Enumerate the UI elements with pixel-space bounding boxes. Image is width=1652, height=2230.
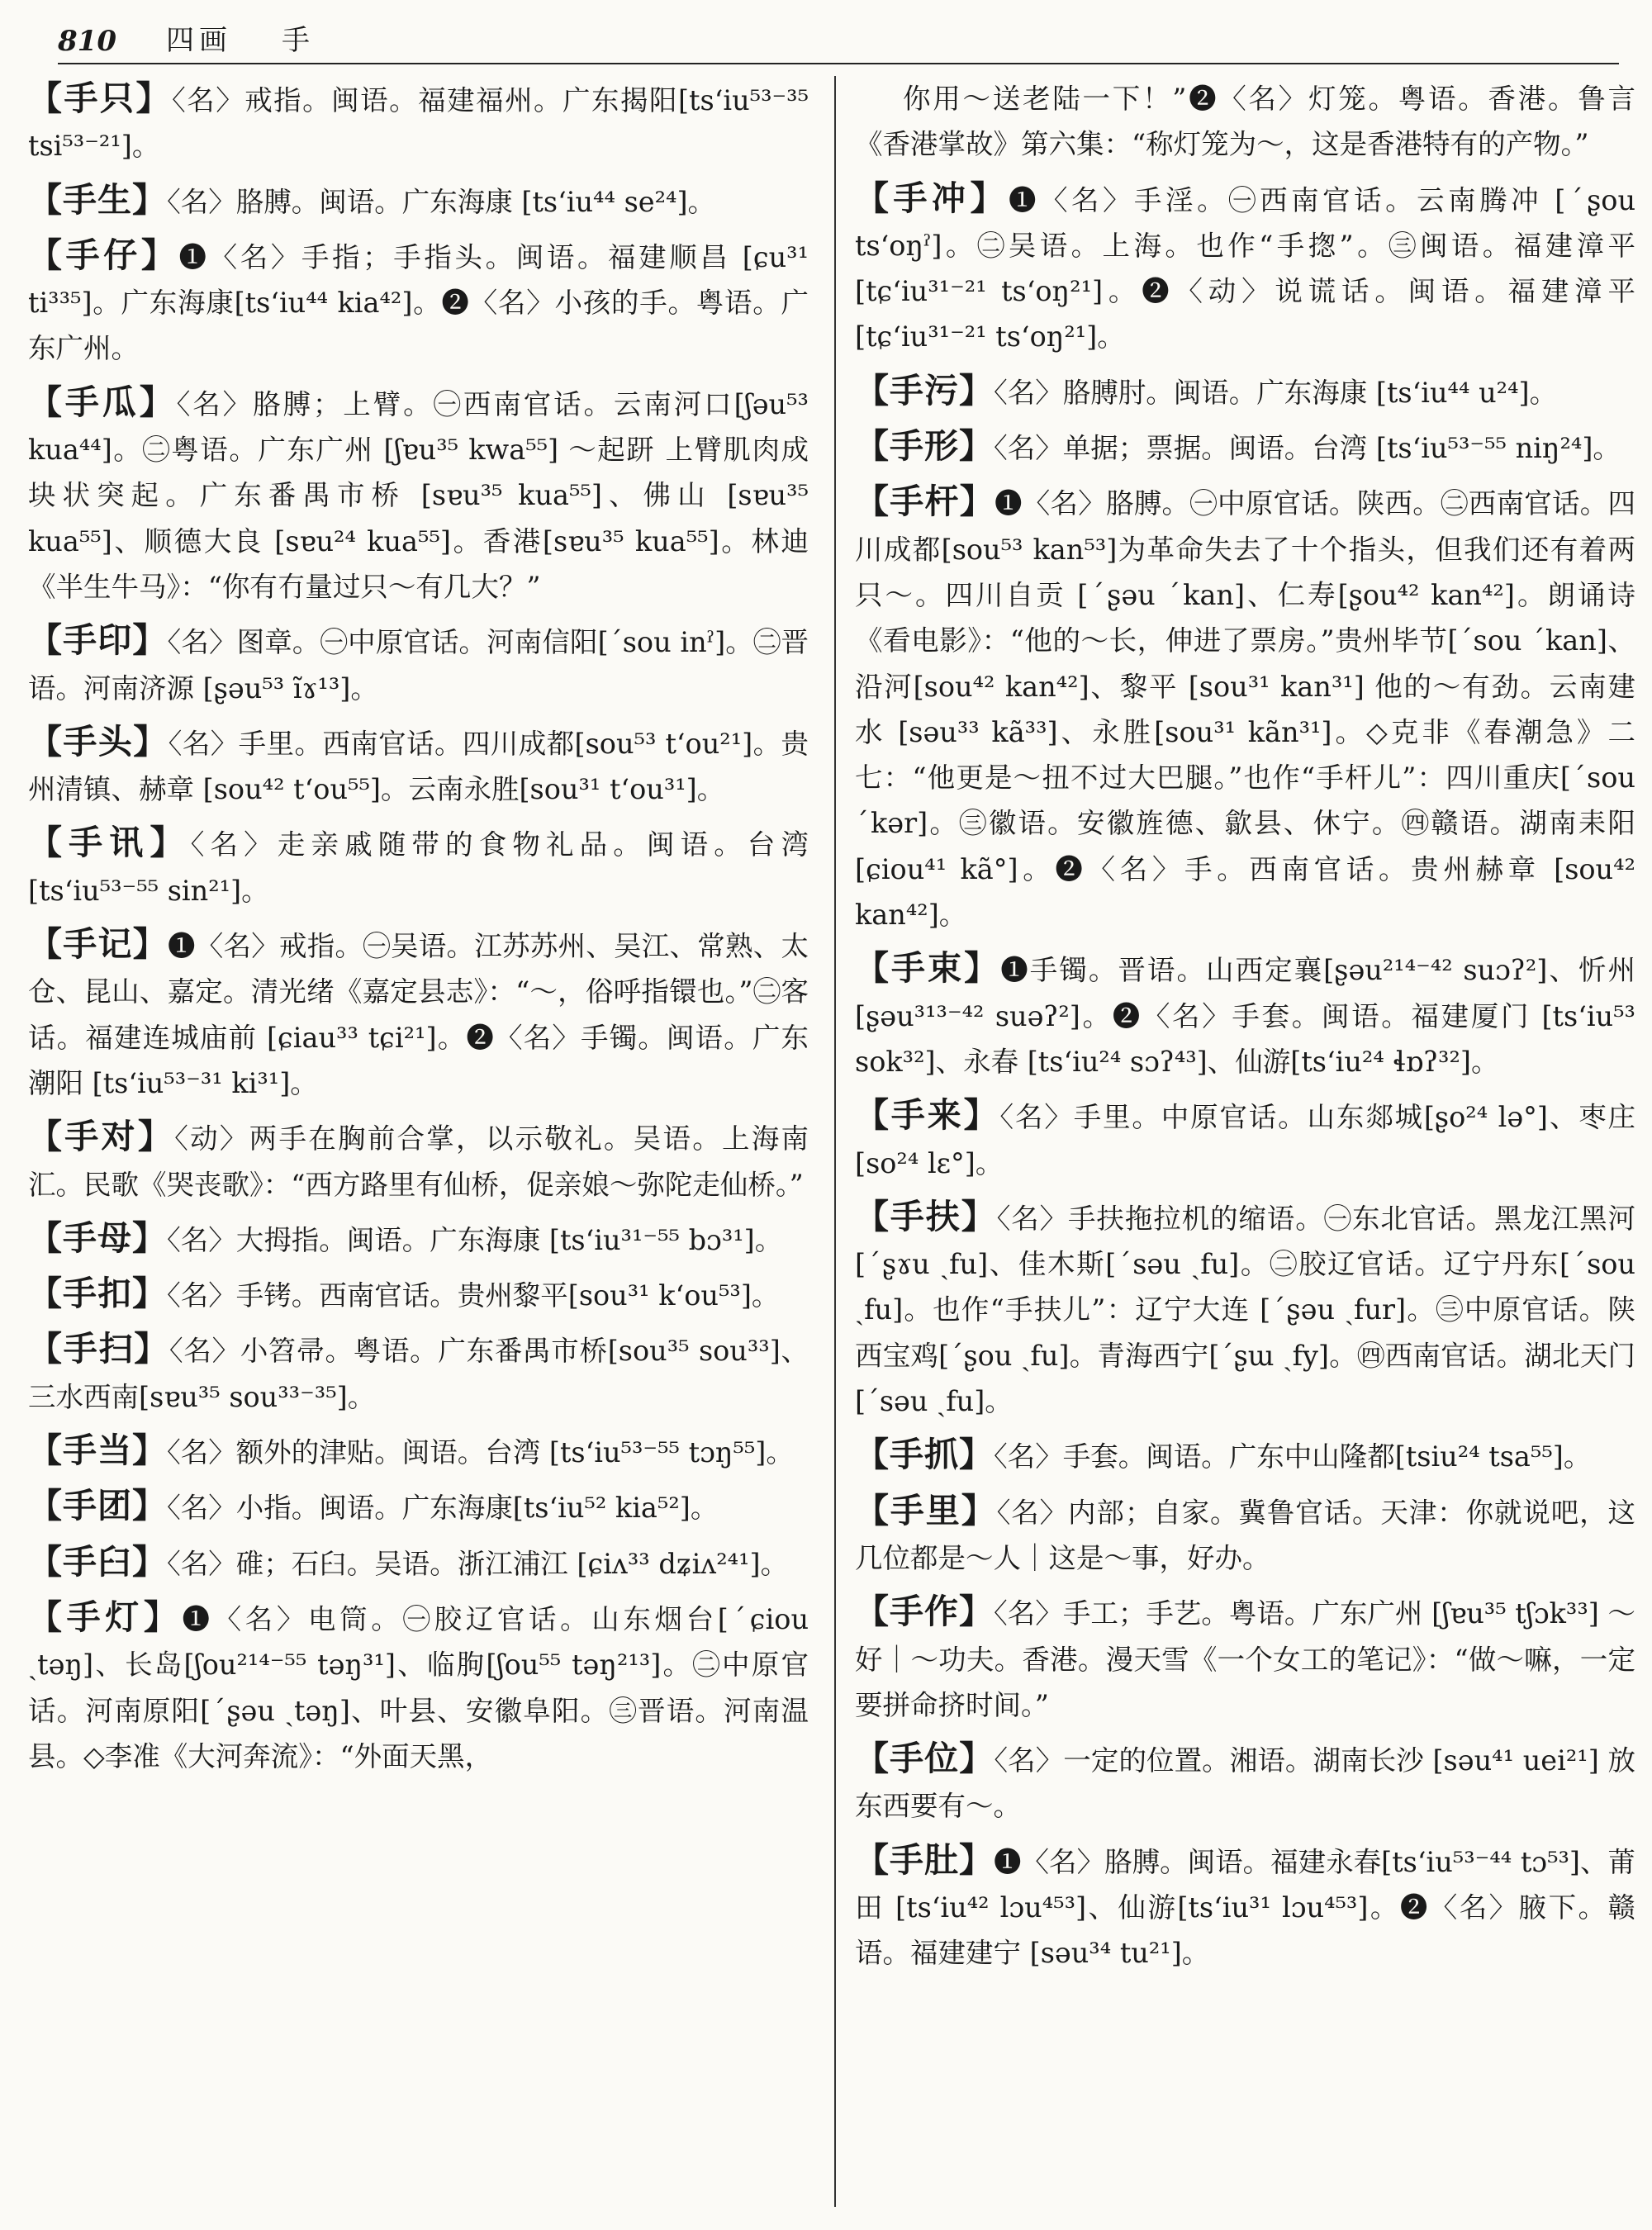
dictionary-entry-shousheng — [28, 178, 809, 225]
entry-headword: 【手讯】 — [28, 823, 191, 863]
entry-headword: 【手扶】 — [855, 1196, 997, 1236]
dictionary-entry-shouwei — [855, 1736, 1635, 1829]
entry-headword: 【手抓】 — [855, 1435, 994, 1475]
entry-definition: 〈名〉碓；石臼。吴语。浙江浦江 [ɕiʌ³³ dʑiʌ²⁴¹]。 — [167, 1547, 789, 1580]
dictionary-entry-shouzhua — [855, 1432, 1635, 1479]
entry-headword: 【手生】 — [28, 179, 167, 220]
entry-definition: 〈名〉戒指。闽语。福建福州。广东揭阳[tsʻiu⁵³⁻³⁵ tsi⁵³⁻²¹]。 — [28, 84, 809, 163]
entry-definition: 〈名〉大拇指。闽语。广东海康 [tsʻiu³¹⁻⁵⁵ bɔ³¹]。 — [167, 1223, 783, 1256]
entry-headword: 【手臼】 — [28, 1541, 167, 1582]
dictionary-entry-shoutuan — [28, 1483, 809, 1530]
entry-definition: 〈名〉手工；手艺。粤语。广东广州 [ʃɐu³⁵ tʃɔk³³] ～好｜～功夫。香港。漫天雪《一个女工的笔记》：“做～嘛，一定要拼命挤时间。” — [855, 1597, 1636, 1721]
entry-headword: 【手肚】 — [855, 1839, 995, 1880]
dictionary-entry-shouli — [855, 1488, 1635, 1582]
entry-definition: 〈名〉单据；票据。闽语。台湾 [tsʻiu⁵³⁻⁵⁵ niŋ²⁴]。 — [994, 432, 1621, 465]
dictionary-entry-shoufu — [855, 1194, 1635, 1424]
entry-headword: 【手束】 — [855, 948, 1001, 989]
dictionary-entry-shoudui — [28, 1114, 809, 1208]
entry-definition: ❶手镯。晋语。山西定襄[ʂəu²¹⁴⁻⁴² suɔʔ²]、忻州[ʂəu³¹³⁻⁴² suəʔ²]。❷〈名〉手套。闽语。福建厦门 [tsʻiu⁵³ sok³²]、永春 [tsʻiu²⁴ sɔʔ⁴³]、仙游[tsʻiu²⁴ ɬɒʔ³²]。 — [855, 954, 1635, 1078]
dictionary-entry-shoulai — [855, 1093, 1635, 1186]
entry-headword: 【手扣】 — [28, 1274, 167, 1314]
entry-definition: 〈名〉胳膊。闽语。广东海康 [tsʻiu⁴⁴ se²⁴]。 — [167, 185, 716, 218]
entry-headword: 【手当】 — [28, 1431, 167, 1471]
dictionary-entry-shouzuo — [855, 1589, 1635, 1728]
entry-headword: 【手仔】 — [28, 235, 179, 275]
dictionary-entry-shougan — [855, 479, 1635, 937]
entry-definition: 〈名〉手里。中原官话。山东郯城[ʂo²⁴ lə°]、枣庄[so²⁴ lɛ°]。 — [855, 1101, 1636, 1179]
entry-headword: 【手冲】 — [855, 178, 1009, 218]
entry-definition: 〈动〉两手在胸前合掌，以示敬礼。吴语。上海南汇。民歌《哭丧歌》：“西方路里有仙桥，促亲娘～弥陀走仙桥。” — [28, 1122, 809, 1201]
entry-headword: 【手对】 — [28, 1117, 175, 1157]
entry-definition: ❶〈名〉电筒。㊀胶辽官话。山东烟台[ˊɕiou ˏtəŋ]、长岛[ʃou²¹⁴⁻⁵⁵ təŋ³¹]、临朐[ʃou⁵⁵ təŋ²¹³]。㊁中原官话。河南原阳[ˊʂəu ˏtəŋ]、叶县、安徽阜阳。㊂晋语。河南温县。◇李准《大河奔流》：“外面天黑， — [28, 1602, 809, 1772]
entry-definition: 〈名〉内部；自家。冀鲁官话。天津：你就说吧，这几位都是～人｜这是～事，好办。 — [855, 1496, 1636, 1574]
entry-definition: ❶〈名〉手淫。㊀西南官话。云南腾冲 [ˊʂou tsʻoŋˀ]。㊁吴语。上海。也作“手揔”。㊂闽语。福建漳平 [tɕʻiu³¹⁻²¹ tsʻoŋ²¹]。❷〈动〉说谎话。闽语。福建漳平 [tɕʻiu³¹⁻²¹ tsʻoŋ²¹]。 — [855, 183, 1636, 353]
column-divider — [834, 76, 836, 2207]
dictionary-entry-shouji — [28, 922, 809, 1106]
entry-headword: 【手里】 — [855, 1490, 997, 1530]
right-column — [855, 76, 1635, 1976]
entry-headword: 【手扫】 — [28, 1329, 169, 1369]
entry-definition: 〈名〉胳膊肘。闽语。广东海康 [tsʻiu⁴⁴ u²⁴]。 — [994, 376, 1558, 409]
dictionary-entry-shousao — [28, 1326, 809, 1420]
page-header — [58, 15, 1594, 58]
entry-headword: 【手位】 — [855, 1739, 995, 1779]
entry-headword: 【手团】 — [28, 1486, 167, 1526]
entry-definition: 〈名〉额外的津贴。闽语。台湾 [tsʻiu⁵³⁻⁵⁵ tɔŋ⁵⁵]。 — [167, 1436, 794, 1469]
dictionary-entry-shoutou — [28, 719, 809, 813]
radical-character: 手 — [281, 24, 315, 57]
entry-definition: 〈名〉手里。西南官话。四川成都[sou⁵³ tʻou²¹]。贵州清镇、赫章 [sou⁴² tʻou⁵⁵]。云南永胜[sou³¹ tʻou³¹]。 — [28, 727, 809, 806]
dictionary-entry-shoushu — [855, 946, 1635, 1084]
entry-definition: ❶〈名〉胳膊。闽语。福建永春[tsʻiu⁵³⁻⁴⁴ tɔ⁵³]、莆田 [tsʻiu⁴² lɔu⁴⁵³]、仙游[tsʻiu³¹ lɔu⁴⁵³]。❷〈名〉腋下。赣语。福建建宁 [səu³⁴ tu²¹]。 — [855, 1845, 1636, 1970]
dictionary-entry-shoudu — [855, 1838, 1635, 1976]
entry-headword: 【手来】 — [855, 1095, 1000, 1136]
entry-definition: 〈名〉小指。闽语。广东海康[tsʻiu⁵² kia⁵²]。 — [167, 1492, 719, 1525]
entry-definition: 〈名〉手套。闽语。广东中山隆都[tsiu²⁴ tsa⁵⁵]。 — [994, 1440, 1592, 1473]
dictionary-entry-shoudang — [28, 1428, 809, 1475]
entry-headword: 【手头】 — [28, 721, 169, 762]
entry-definition: 〈名〉手铐。西南官话。贵州黎平[sou³¹ kʻou⁵³]。 — [167, 1279, 780, 1312]
dictionary-entry-shouzhi-ring — [28, 76, 809, 169]
dictionary-entry-shouxing — [855, 424, 1635, 471]
dictionary-entry-shougua — [28, 380, 809, 610]
entry-headword: 【手印】 — [28, 620, 168, 661]
entry-headword: 【手记】 — [28, 924, 168, 965]
page-number: 810 — [58, 25, 116, 58]
dictionary-entry-shouchong — [855, 176, 1635, 360]
dictionary-entry-shouwu — [855, 368, 1635, 415]
entry-definition: ❶〈名〉手指；手指头。闽语。福建顺昌 [ɕu³¹ ti³³⁵]。广东海康[tsʻiu⁴⁴ kia⁴²]。❷〈名〉小孩的手。粤语。广东广州。 — [28, 240, 809, 365]
entry-definition: 〈名〉胳膊；上臂。㊀西南官话。云南河口[ʃəu⁵³ kua⁴⁴]。㊁粤语。广东广州 [ʃɐu³⁵ kwa⁵⁵] ～起趼 上臂肌肉成块状突起。广东番禺市桥 [sɐu³⁵ kua⁵⁵]、佛山 [sɐu³⁵ kua⁵⁵]、顺德大良 [sɐu²⁴ kua⁵⁵]。香港[sɐu³⁵ kua⁵⁵]。林迪《半生牛马》：“你有冇量过只～有几大？” — [28, 387, 809, 603]
dictionary-entry-shoukou — [28, 1271, 809, 1318]
left-column — [28, 76, 809, 1779]
dictionary-entry-shouxun — [28, 820, 809, 913]
entry-headword: 【手只】 — [28, 78, 172, 118]
header-rule — [58, 63, 1619, 64]
entry-definition: 〈名〉一定的位置。湘语。湖南长沙 [səu⁴¹ uei²¹] 放东西要有～。 — [855, 1744, 1636, 1823]
stroke-section: 四画 — [165, 24, 232, 57]
entry-definition: ❶〈名〉戒指。㊀吴语。江苏苏州、吴江、常熟、太仓、昆山、嘉定。清光绪《嘉定县志》：“～，俗呼指镮也。”㊁客话。福建连城庙前 [ɕiau³³ tɕi²¹]。❷〈名〉手镯。闽语。广东潮阳 [tsʻiu⁵³⁻³¹ ki³¹]。 — [28, 930, 809, 1099]
entry-definition: ❶〈名〉胳膊。㊀中原官话。陕西。㊁西南官话。四川成都[sou⁵³ kan⁵³]为革命失去了十个指头，但我们还有着两只～。四川自贡 [ˊʂəu ˊkan]、仁寿[ʂou⁴² kan⁴²]。朗诵诗《看电影》：“他的～长，伸进了票房。”贵州毕节[ˊsou ˊkan]、沿河[sou⁴² kan⁴²]、黎平 [sou³¹ kan³¹] 他的～有劲。云南建水 [səu³³ kã³³]、永胜[sou³¹ kãn³¹]。◇克非《春潮急》二七：“他更是～扭不过大巴腿。”也作“手杆儿”：四川重庆[ˊsou ˊkər]。㊂徽语。安徽旌德、歙县、休宁。㊃赣语。湖南耒阳[ɕiou⁴¹ kã°]。❷〈名〉手。西南官话。贵州赫章 [sou⁴² kan⁴²]。 — [855, 487, 1635, 932]
entry-headword: 【手污】 — [855, 370, 994, 410]
entry-headword: 【手瓜】 — [28, 382, 177, 422]
entry-definition: 〈名〉图章。㊀中原官话。河南信阳[ˊsou inˀ]。㊁晋语。河南济源 [ʂəu⁵³ ĩɤ¹³]。 — [28, 626, 809, 705]
entry-headword: 【手灯】 — [28, 1597, 183, 1637]
entry-headword: 【手作】 — [855, 1592, 995, 1632]
dictionary-entry-shoudeng-cont — [855, 76, 1635, 168]
entry-definition: 你用～送老陆一下！”❷〈名〉灯笼。粤语。香港。鲁言《香港掌故》第六集：“称灯笼为～，这是香港特有的产物。” — [855, 83, 1635, 161]
dictionary-entry-shoumu — [28, 1216, 809, 1263]
dictionary-entry-shouyin — [28, 618, 809, 711]
dictionary-entry-shoujiu — [28, 1540, 809, 1587]
entry-headword: 【手形】 — [855, 426, 994, 467]
entry-headword: 【手杆】 — [855, 482, 995, 522]
entry-definition: 〈名〉走亲戚随带的食物礼品。闽语。台湾[tsʻiu⁵³⁻⁵⁵ sin²¹]。 — [28, 828, 809, 907]
dictionary-entry-shouzai — [28, 233, 809, 372]
dictionary-entry-shoudeng — [28, 1595, 809, 1779]
entry-definition: 〈名〉小笤帚。粤语。广东番禺市桥[sou³⁵ sou³³]、三水西南[sɐu³⁵ sou³³⁻³⁵]。 — [28, 1335, 809, 1413]
entry-headword: 【手母】 — [28, 1217, 167, 1258]
entry-definition: 〈名〉手扶拖拉机的缩语。㊀东北官话。黑龙江黑河[ˊʂɤu ˏfu]、佳木斯[ˊsəu ˏfu]。㊁胶辽官话。辽宁丹东[ˊsou ˏfu]。也作“手扶儿”：辽宁大连 [ˊʂəu ˏfur]。㊂中原官话。陕西宝鸡[ˊʂou ˏfu]。青海西宁[ˊʂɯ ˏfy]。㊃西南官话。湖北天门[ˊsəu ˏfu]。 — [855, 1202, 1636, 1418]
